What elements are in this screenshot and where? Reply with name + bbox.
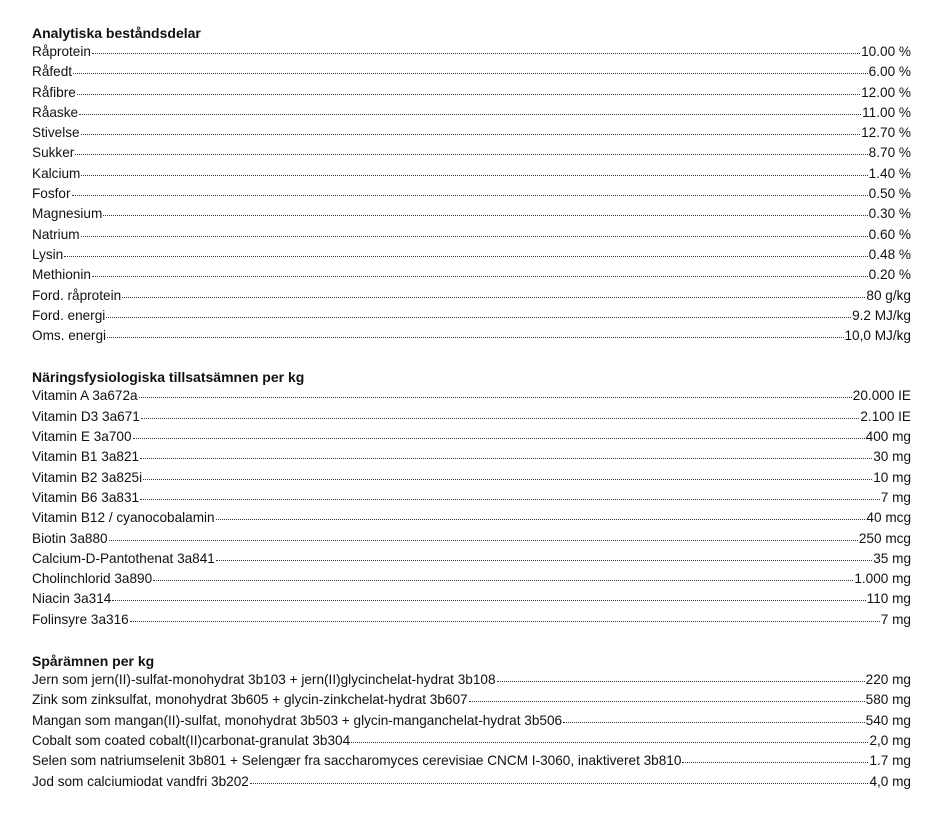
row-label: Jern som jern(II)-sulfat-monohydrat 3b103 + jern(II)glycinchelat-hydrat 3b108 (32, 672, 496, 688)
dot-leader (92, 52, 860, 54)
dot-leader (563, 721, 865, 723)
row-label: Råfedt (32, 64, 73, 80)
dot-leader (79, 113, 861, 115)
table-row (32, 711, 911, 731)
row-label: Methionin (32, 267, 91, 283)
row-value: 8.70 % (868, 145, 911, 161)
dot-leader (469, 700, 865, 702)
table-row (32, 42, 911, 62)
row-label: Råprotein (32, 44, 91, 59)
row-label: Natrium (32, 226, 80, 242)
row-label: Cobalt som coated cobalt(II)carbonat-granulat 3b304 (32, 732, 351, 748)
row-label: Råaske (32, 104, 79, 120)
row-label: Vitamin B2 3a825i (32, 469, 143, 485)
table-row (32, 772, 911, 792)
row-value: 250 mcg (858, 530, 911, 546)
trace-element-rows (32, 670, 911, 792)
row-label: Magnesium (32, 206, 103, 222)
row-label: Calcium-D-Pantothenat 3a841 (32, 550, 215, 566)
row-label: Vitamin B6 3a831 (32, 489, 140, 505)
row-label: Vitamin D3 3a671 (32, 408, 140, 424)
dot-leader (216, 559, 872, 561)
row-label: Sukker (32, 145, 75, 161)
table-row (32, 407, 911, 427)
table-row (32, 751, 911, 771)
row-value: 30 mg (873, 449, 911, 465)
row-value: 0.60 % (868, 226, 911, 242)
table-row (32, 690, 911, 710)
row-value: 1.40 % (868, 165, 911, 181)
table-row (32, 83, 911, 103)
row-label: Zink som zinksulfat, monohydrat 3b605 + glycin-zinkchelat-hydrat 3b607 (32, 692, 468, 708)
dot-leader (103, 214, 867, 216)
table-row (32, 589, 911, 609)
dot-leader (216, 518, 866, 520)
table-row (32, 123, 911, 143)
row-label: Oms. energi (32, 328, 107, 344)
dot-leader (143, 478, 872, 480)
dot-leader (141, 417, 860, 419)
row-label: Mangan som mangan(II)-sulfat, monohydrat 3b503 + glycin-manganchelat-hydrat 3b506 (32, 712, 563, 728)
vitamin-rows (32, 386, 911, 630)
table-row (32, 427, 911, 447)
table-row (32, 610, 911, 630)
table-row (32, 447, 911, 467)
section-nutritional-additives (32, 366, 911, 630)
row-value: 20.000 IE (852, 388, 911, 404)
row-value: 7 mg (880, 611, 911, 627)
dot-leader (109, 539, 858, 541)
dot-leader (140, 457, 872, 459)
row-value: 9.2 MJ/kg (852, 307, 911, 323)
table-row (32, 508, 911, 528)
dot-leader (497, 680, 865, 682)
table-row (32, 326, 911, 346)
table-row (32, 164, 911, 184)
table-row (32, 184, 911, 204)
row-value: 0.48 % (868, 246, 911, 262)
table-row (32, 569, 911, 589)
table-row (32, 286, 911, 306)
row-value: 7 mg (880, 489, 911, 505)
table-row (32, 386, 911, 406)
dot-leader (72, 194, 868, 196)
table-row (32, 306, 911, 326)
row-value: 35 mg (873, 550, 911, 566)
row-value: 0.30 % (868, 206, 911, 222)
dot-leader (250, 782, 869, 784)
row-label: Vitamin A 3a672a (32, 388, 138, 404)
dot-leader (77, 93, 860, 95)
table-row (32, 103, 911, 123)
row-value: 400 mg (865, 429, 911, 445)
dot-leader (81, 133, 861, 135)
row-value: 580 mg (865, 692, 911, 708)
row-label: Stivelse (32, 125, 80, 141)
row-value: 40 mcg (866, 510, 911, 526)
row-label: Folinsyre 3a316 (32, 611, 129, 627)
row-value: 2,0 mg (869, 732, 911, 748)
row-label: Jod som calciumiodat vandfri 3b202 (32, 773, 249, 789)
table-row (32, 468, 911, 488)
row-label: Selen som natriumselenit 3b801 + Selengær fra saccharomyces cerevisiae CNCM I-3060, inaktiveret 3b810 (32, 753, 682, 769)
table-row (32, 549, 911, 569)
row-label: Cholinchlorid 3a890 (32, 571, 153, 587)
dot-leader (130, 620, 880, 622)
row-value: 12.00 % (861, 84, 911, 100)
row-value: 10.00 % (861, 44, 911, 59)
dot-leader (140, 498, 880, 500)
dot-leader (139, 396, 852, 398)
section-title: Näringsfysiologiska tillsatsämnen per kg (32, 369, 305, 386)
dot-leader (133, 437, 865, 439)
row-label: Vitamin E 3a700 (32, 429, 132, 445)
table-row (32, 204, 911, 224)
table-row (32, 265, 911, 285)
row-label: Ford. energi (32, 307, 106, 323)
dot-leader (122, 296, 865, 298)
row-label: Biotin 3a880 (32, 530, 108, 546)
table-row (32, 731, 911, 751)
section-title: Spårämnen per kg (32, 653, 155, 670)
dot-leader (64, 255, 867, 257)
dot-leader (92, 275, 868, 277)
dot-leader (81, 174, 867, 176)
row-label: Kalcium (32, 165, 81, 181)
row-value: 0.50 % (868, 186, 911, 202)
dot-leader (106, 316, 851, 318)
row-value: 4,0 mg (869, 773, 911, 789)
row-label: Ford. råprotein (32, 287, 122, 303)
section-title: Analytiska beståndsdelar (32, 25, 201, 41)
row-label: Vitamin B12 / cyanocobalamin (32, 510, 215, 526)
row-label: Niacin 3a314 (32, 591, 112, 607)
row-value: 2.100 IE (860, 408, 911, 424)
table-row (32, 529, 911, 549)
analytical-rows (32, 42, 911, 346)
row-value: 12.70 % (861, 125, 911, 141)
table-row (32, 225, 911, 245)
table-row (32, 62, 911, 82)
table-row (32, 670, 911, 690)
row-value: 10,0 MJ/kg (844, 328, 911, 344)
table-row (32, 245, 911, 265)
dot-leader (112, 599, 865, 601)
row-value: 10 mg (873, 469, 911, 485)
row-value: 1.7 mg (869, 753, 911, 769)
dot-leader (682, 761, 868, 763)
dot-leader (81, 235, 868, 237)
table-row (32, 488, 911, 508)
dot-leader (153, 579, 853, 581)
row-value: 1.000 mg (854, 571, 911, 587)
row-value: 540 mg (865, 712, 911, 728)
row-value: 220 mg (865, 672, 911, 688)
row-value: 0.20 % (868, 267, 911, 283)
section-trace-elements (32, 650, 911, 792)
section-analytical-components (32, 22, 911, 346)
dot-leader (107, 336, 843, 338)
row-value: 11.00 % (862, 104, 911, 120)
row-value: 80 g/kg (866, 287, 911, 303)
dot-leader (73, 72, 868, 74)
table-row (32, 143, 911, 163)
row-label: Råfibre (32, 84, 76, 100)
row-label: Fosfor (32, 186, 71, 202)
row-label: Lysin (32, 246, 64, 262)
row-label: Vitamin B1 3a821 (32, 449, 140, 465)
row-value: 6.00 % (868, 64, 911, 80)
row-value: 110 mg (866, 591, 911, 607)
dot-leader (75, 153, 867, 155)
dot-leader (351, 741, 868, 743)
